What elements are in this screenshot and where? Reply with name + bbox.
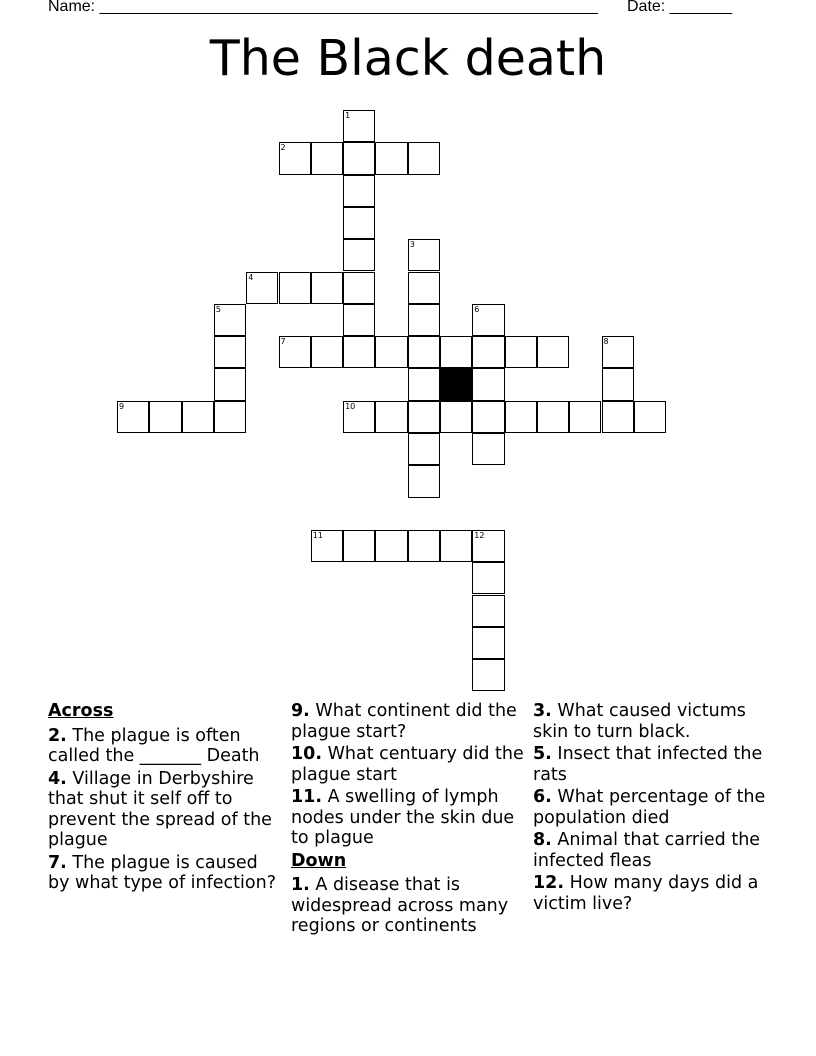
clue-across-2: 2. The plague is often called the _______ Death [48,725,260,766]
grid-cell[interactable] [214,401,246,433]
clue-across-10: 10. What centuary did the plague start [291,744,524,785]
grid-cell[interactable] [311,336,343,368]
grid-cell[interactable] [408,465,440,497]
grid-cell[interactable] [343,110,375,142]
grid-cell[interactable] [440,401,472,433]
grid-cell[interactable] [408,239,440,271]
grid-cell[interactable] [182,401,214,433]
clue-number: 2 [280,143,286,153]
grid-cell[interactable] [505,336,537,368]
grid-cell[interactable] [343,336,375,368]
grid-cell[interactable] [214,368,246,400]
clue-number: 5 [215,304,221,314]
grid-cell[interactable] [214,336,246,368]
date-line: Date: _______ [627,0,732,15]
clue-number: 11 [312,530,323,540]
page-title: The Black death [209,30,607,87]
grid-cell[interactable] [343,207,375,239]
grid-cell[interactable] [408,142,440,174]
down-heading: Down [291,850,347,871]
clue-down-6: 6. What percentage of the population died [533,787,766,828]
grid-cell[interactable] [472,368,504,400]
clue-number: 6 [474,304,480,314]
grid-cell[interactable] [569,401,601,433]
clue-number: 9 [119,401,125,411]
grid-cell[interactable] [343,272,375,304]
grid-cell[interactable] [375,530,407,562]
grid-cell[interactable] [537,401,569,433]
clue-number: 3 [409,240,415,250]
grid-cell[interactable] [440,336,472,368]
grid-cell[interactable] [602,368,634,400]
clue-number: 12 [474,530,485,540]
grid-cell[interactable] [440,530,472,562]
grid-cell[interactable] [311,142,343,174]
name-line: Name: ________________________________________________________ [48,0,598,15]
grid-cell[interactable] [375,142,407,174]
grid-cell[interactable] [472,595,504,627]
clue-number: 10 [345,401,356,411]
grid-cell[interactable] [246,272,278,304]
grid-cell[interactable] [472,336,504,368]
grid-cell[interactable] [311,530,343,562]
black-square [440,368,472,400]
grid-cell[interactable] [343,239,375,271]
grid-cell[interactable] [505,401,537,433]
grid-cell[interactable] [408,401,440,433]
clues-column-1 [48,701,284,896]
clue-number: 7 [280,337,286,347]
clues-column-3 [533,701,769,916]
grid-cell[interactable] [472,530,504,562]
grid-cell[interactable] [279,142,311,174]
clue-across-11: 11. A swelling of lymph nodes under the skin due to plague [291,787,515,848]
grid-cell[interactable] [408,336,440,368]
grid-cell[interactable] [375,401,407,433]
grid-cell[interactable] [343,401,375,433]
grid-cell[interactable] [343,530,375,562]
grid-cell[interactable] [311,272,343,304]
clue-down-12: 12. How many days did a victim live? [533,873,759,914]
grid-cell[interactable] [408,530,440,562]
grid-cell[interactable] [472,627,504,659]
grid-cell[interactable] [602,336,634,368]
grid-cell[interactable] [634,401,666,433]
across-heading: Across [48,701,114,721]
grid-cell[interactable] [343,175,375,207]
grid-cell[interactable] [279,272,311,304]
clue-across-4: 4. Village in Derbyshire that shut it self off to prevent the spread of the plague [48,768,272,850]
grid-cell[interactable] [472,304,504,336]
clue-down-5: 5. Insect that infected the rats [533,744,763,785]
clue-number: 4 [248,272,254,282]
clue-down-3: 3. What caused victums skin to turn black. [533,701,746,742]
grid-cell[interactable] [343,142,375,174]
clues-column-2 [291,701,527,939]
grid-cell[interactable] [343,304,375,336]
grid-cell[interactable] [472,401,504,433]
clue-across-9: 9. What continent did the plague start? [291,701,517,742]
grid-cell[interactable] [149,401,181,433]
clue-number: 8 [603,337,609,347]
grid-cell[interactable] [602,401,634,433]
grid-cell[interactable] [472,562,504,594]
grid-cell[interactable] [408,433,440,465]
grid-cell[interactable] [472,659,504,691]
clue-down-8: 8. Animal that carried the infected fleas [533,830,761,871]
grid-cell[interactable] [214,304,246,336]
grid-cell[interactable] [472,433,504,465]
grid-cell[interactable] [117,401,149,433]
clue-number: 1 [345,111,351,120]
clue-down-1: 1. A disease that is widespread across many regions or continents [291,875,509,936]
grid-cell[interactable] [408,368,440,400]
grid-cell[interactable] [408,304,440,336]
grid-cell[interactable] [408,272,440,304]
grid-cell[interactable] [279,336,311,368]
grid-cell[interactable] [537,336,569,368]
clue-across-7: 7. The plague is caused by what type of infection? [48,852,276,893]
grid-cell[interactable] [375,336,407,368]
